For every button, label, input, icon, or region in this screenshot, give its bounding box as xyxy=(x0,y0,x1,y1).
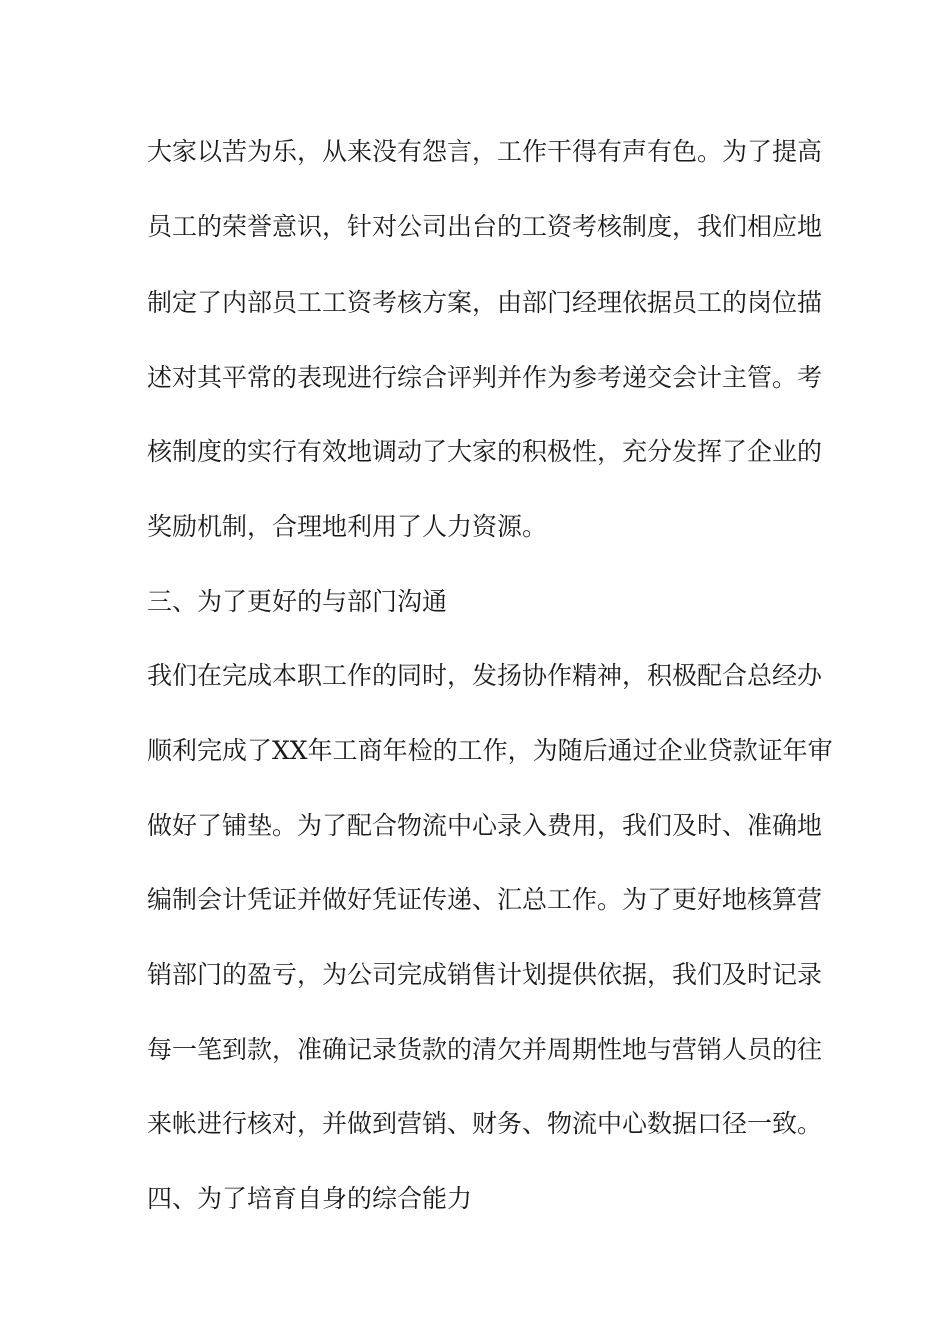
paragraph-line: 来帐进行核对，并做到营销、财务、物流中心数据口径一致。 xyxy=(147,1109,823,1138)
paragraph-line: 顺利完成了XX年工商年检的工作，为随后通过企业贷款证年审 xyxy=(147,736,833,765)
paragraph-line: 述对其平常的表现进行综合评判并作为参考递交会计主管。考 xyxy=(147,363,823,392)
section-heading: 四、为了培育自身的综合能力 xyxy=(147,1184,473,1213)
paragraph-line: 员工的荣誉意识，针对公司出台的工资考核制度，我们相应地 xyxy=(147,212,823,241)
paragraph-line: 销部门的盈亏，为公司完成销售计划提供依据，我们及时记录 xyxy=(147,960,823,989)
paragraph-line: 我们在完成本职工作的同时，发扬协作精神，积极配合总经办 xyxy=(147,661,823,690)
paragraph-line: 大家以苦为乐，从来没有怨言，工作干得有声有色。为了提高 xyxy=(147,137,823,166)
paragraph-line: 奖励机制，合理地利用了人力资源。 xyxy=(147,512,548,541)
paragraph-line: 核制度的实行有效地调动了大家的积极性，充分发挥了企业的 xyxy=(147,437,823,466)
paragraph-line: 制定了内部员工工资考核方案，由部门经理依据员工的岗位描 xyxy=(147,288,823,317)
paragraph-line: 每一笔到款，准确记录货款的清欠并周期性地与营销人员的往 xyxy=(147,1035,823,1064)
paragraph-line: 做好了铺垫。为了配合物流中心录入费用，我们及时、准确地 xyxy=(147,811,823,840)
section-heading: 三、为了更好的与部门沟通 xyxy=(147,587,448,616)
paragraph-line: 编制会计凭证并做好凭证传递、汇总工作。为了更好地核算营 xyxy=(147,885,823,914)
